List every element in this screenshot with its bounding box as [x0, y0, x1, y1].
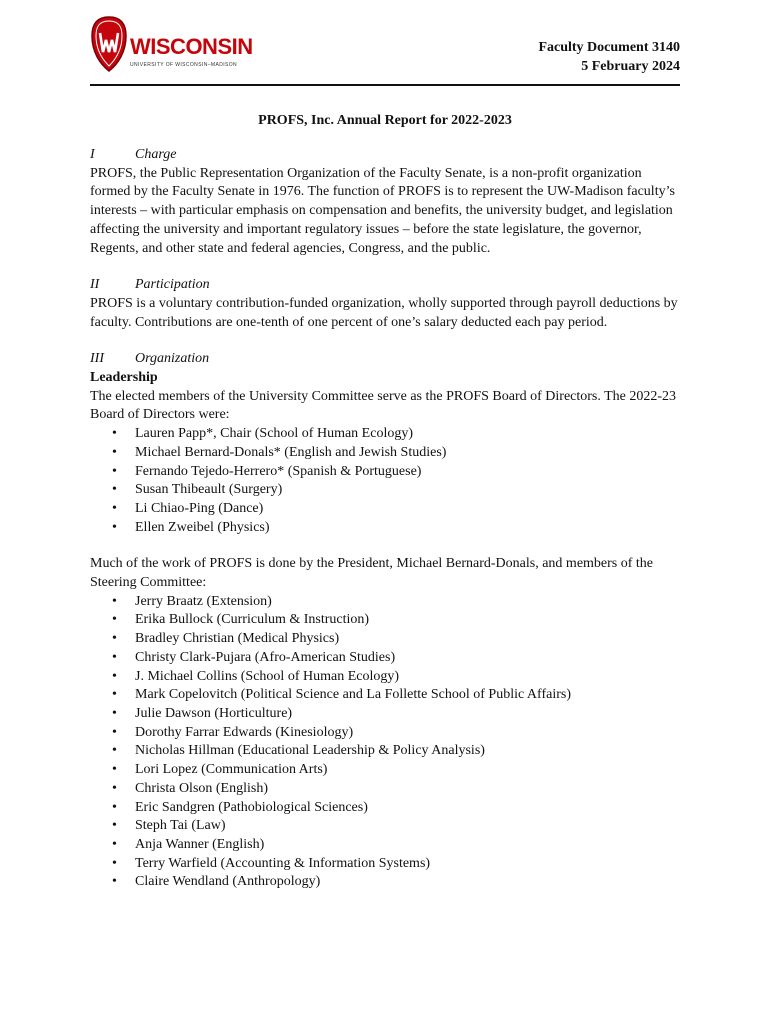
board-list: [112, 425, 685, 537]
section-heading-participation: [90, 276, 685, 295]
list-item: • Claire Wendland (Anthropology): [112, 873, 685, 892]
list-item: • Lori Lopez (Communication Arts): [112, 761, 685, 780]
list-item: • Michael Bernard-Donals* (English and Jewish Studies): [112, 444, 685, 463]
leadership-subheading: Leadership: [90, 370, 158, 386]
report-body: [90, 146, 685, 892]
charge-paragraph: PROFS, the Public Representation Organization of the Faculty Senate, is a non-profit organization formed by the Faculty Senate in 1976. The function of PROFS is to represent the UW-Madison faculty’s interests – with particular emphasis on compensation and benefits, the university budget, and legislation affecting the university and important regulatory issues – before the state legislature, the governor, Regents, and other state and federal agencies, Congress, and the public.: [90, 165, 675, 256]
list-item: • Susan Thibeault (Surgery): [112, 481, 685, 500]
logo-wordmark: WISCONSIN: [130, 34, 253, 59]
list-item: • Dorothy Farrar Edwards (Kinesiology): [112, 724, 685, 743]
university-logo: [90, 16, 260, 74]
document-meta: [538, 38, 680, 76]
section-title: Organization: [135, 351, 210, 367]
steering-list: [112, 593, 685, 892]
header-divider: [90, 84, 680, 86]
document-date: 5 February 2024: [581, 59, 680, 74]
list-item: • Terry Warfield (Accounting & Information Systems): [112, 855, 685, 874]
list-item: • Erika Bullock (Curriculum & Instruction): [112, 611, 685, 630]
section-number: III: [90, 351, 104, 367]
board-intro: The elected members of the University Committee serve as the PROFS Board of Directors. The 2022-23 Board of Directors were:: [90, 388, 677, 423]
list-item: • Julie Dawson (Horticulture): [112, 705, 685, 724]
list-item: • Jerry Braatz (Extension): [112, 593, 685, 612]
list-item: • Christy Clark-Pujara (Afro-American Studies): [112, 649, 685, 668]
section-title: Participation: [135, 277, 210, 293]
list-item: • Bradley Christian (Medical Physics): [112, 630, 685, 649]
section-heading-organization: [90, 350, 685, 369]
list-item: • Lauren Papp*, Chair (School of Human Ecology): [112, 425, 685, 444]
report-title: PROFS, Inc. Annual Report for 2022-2023: [258, 113, 512, 128]
list-item: • Li Chiao-Ping (Dance): [112, 500, 685, 519]
list-item: • Anja Wanner (English): [112, 836, 685, 855]
list-item: • Mark Copelovitch (Political Science and La Follette School of Public Affairs): [112, 686, 685, 705]
logo-subtitle: UNIVERSITY OF WISCONSIN–MADISON: [130, 62, 238, 68]
list-item: • Nicholas Hillman (Educational Leadership & Policy Analysis): [112, 742, 685, 761]
document-number: Faculty Document 3140: [538, 40, 680, 55]
steering-intro: Much of the work of PROFS is done by the President, Michael Bernard-Donals, and members of the Steering Committee:: [90, 556, 654, 591]
list-item: • J. Michael Collins (School of Human Ecology): [112, 668, 685, 687]
section-number: I: [90, 147, 95, 162]
list-item: • Steph Tai (Law): [112, 817, 685, 836]
crest-icon: [90, 16, 128, 72]
list-item: • Christa Olson (English): [112, 780, 685, 799]
list-item: • Fernando Tejedo-Herrero* (Spanish & Portuguese): [112, 463, 685, 482]
list-item: • Eric Sandgren (Pathobiological Sciences): [112, 799, 685, 818]
section-number: II: [90, 277, 100, 293]
section-heading-charge: [90, 146, 685, 165]
participation-paragraph: PROFS is a voluntary contribution-funded organization, wholly supported through payroll deductions by faculty. Contributions are one-tenth of one percent of one’s salary deducted each pay period.: [90, 295, 678, 330]
list-item: • Ellen Zweibel (Physics): [112, 519, 685, 538]
section-title: Charge: [135, 147, 177, 162]
